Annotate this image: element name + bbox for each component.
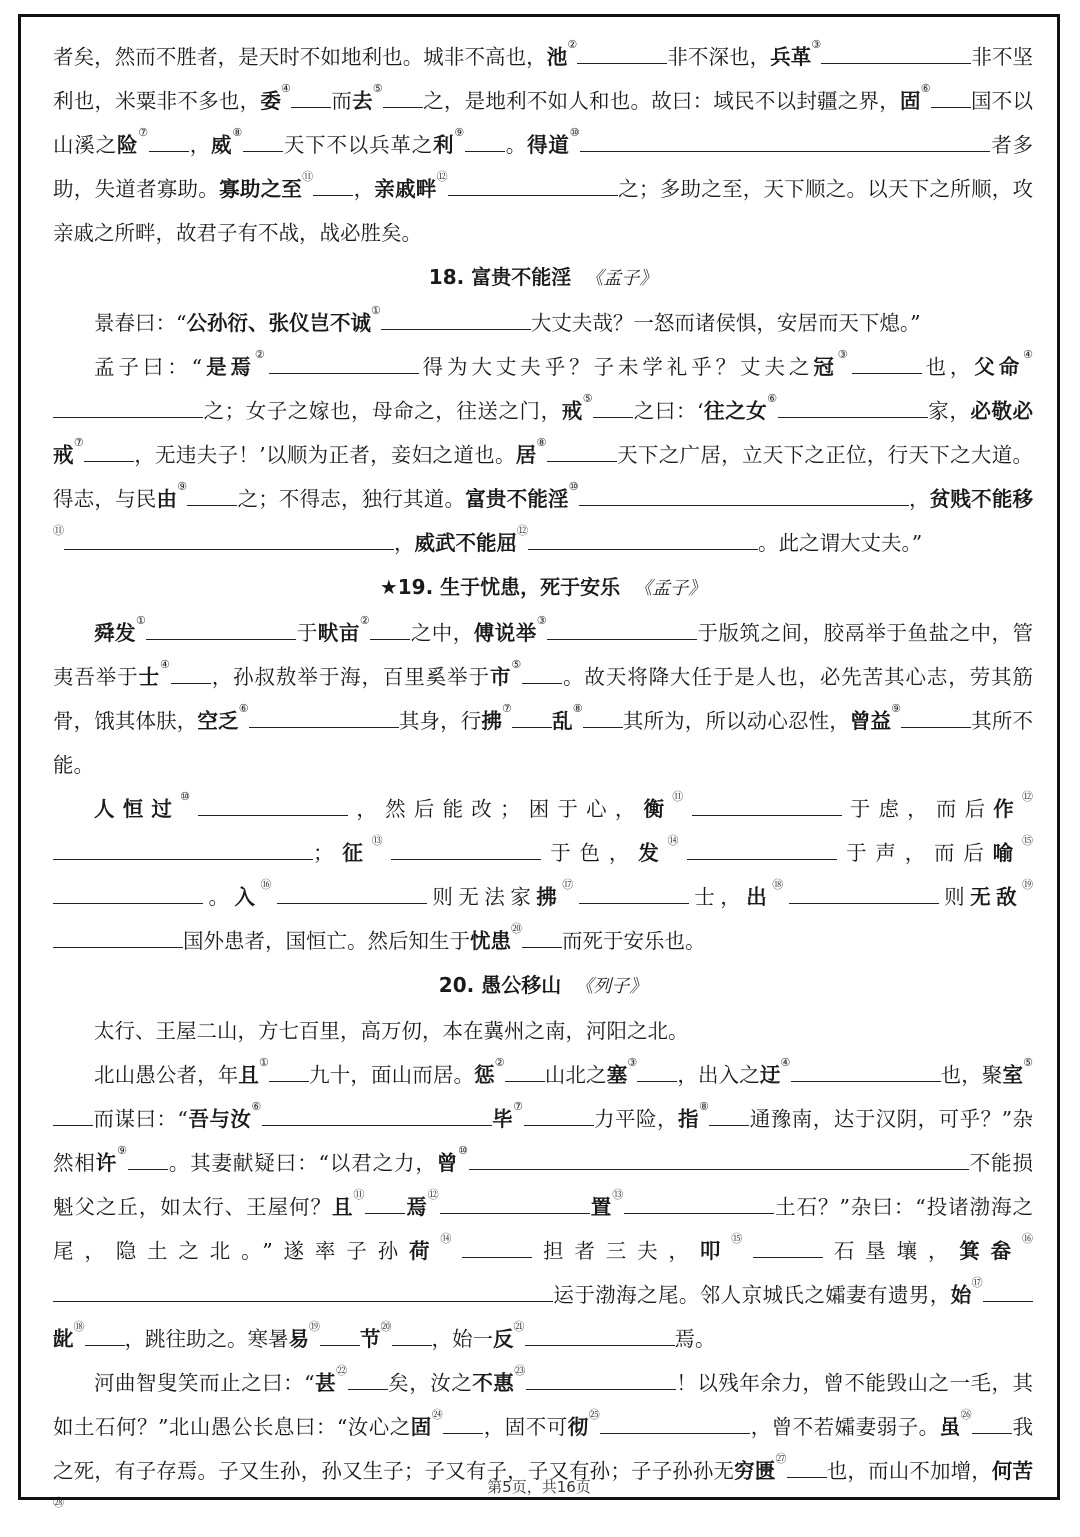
fill-blank[interactable] [901,705,971,728]
fill-blank[interactable] [637,1059,677,1082]
fill-blank[interactable] [580,129,990,152]
fill-blank[interactable] [524,1103,594,1126]
fill-blank[interactable] [171,661,211,684]
fill-blank[interactable] [383,85,423,108]
fill-blank[interactable] [465,129,505,152]
fill-blank[interactable] [392,1323,432,1346]
sec20-paragraph-3: 河曲智叟笑而止之曰：“甚$^㉒$矣，汝之不惠$^㉓$！以残年余力，曾不能毁山之一毛，其如土石何？”北山愚公长息曰：“汝心之固$^㉔$，固不可彻$^㉕$，曾不若孀妻弱子。虽$^㉖$我之死，有子存焉。子又生孙，孙又生子；子又有子，子又有孙；子子孙孙无穷匮$^㉗$也，而山不加增，何苦$^㉘$ [53,1364,1034,1509]
fill-blank[interactable] [789,881,939,904]
sec19-paragraph-1: 舜发①于畎亩②之中，傅说举③于版筑之间，胶鬲举于鱼盐之中，管夷吾举于士④，孙叔敖举于海，百里奚举于市⑤。故天将降大任于是人也，必先苦其心志，劳其筋骨，饿其体肤，空乏⑥其身，行拂⑦乱⑧其所为，所以动心忍性，曾益⑨其所不能。 [53,614,1034,777]
fill-blank[interactable] [624,1191,774,1214]
fill-blank[interactable] [778,395,928,418]
fill-blank[interactable] [277,881,427,904]
fill-blank[interactable] [525,1323,675,1346]
fill-blank[interactable] [547,617,697,640]
fill-blank[interactable] [348,1367,388,1390]
fill-blank[interactable] [579,881,689,904]
fill-blank[interactable] [983,1279,1033,1302]
fill-blank[interactable] [787,1455,827,1478]
worksheet-content [53,35,1033,1537]
fill-blank[interactable] [753,1235,823,1258]
fill-blank[interactable] [313,173,353,196]
fill-blank[interactable] [512,705,552,728]
fill-blank[interactable] [528,527,758,550]
sec18-paragraph-2: 孟子曰：“是焉②得为大丈夫乎？子未学礼乎？丈夫之冠③也，父命④之；女子之嫁也，母命之，往送之门，戒⑤之曰：‘往之女⑥家，必敬必戒⑦，无违夫子！’以顺为正者，妾妇之道也。居⑧天下之广居，立天下之正位，行天下之大道。得志，与民由⑨之；不得志，独行其道。富贵不能淫⑩，贫贱不能移⑪，威武不能屈⑫。此之谓大丈夫。” [53,348,1034,555]
fill-blank[interactable] [791,1059,941,1082]
fill-blank[interactable] [249,705,399,728]
fill-blank[interactable] [547,439,617,462]
section-title-20: 20. 愚公移山 《列子》 [438,973,648,997]
fill-blank[interactable] [692,793,842,816]
fill-blank[interactable] [931,85,971,108]
fill-blank[interactable] [53,837,313,860]
fill-blank[interactable] [600,1411,750,1434]
fill-blank[interactable] [852,351,922,374]
fill-blank[interactable] [583,705,623,728]
fill-blank[interactable] [53,1103,93,1126]
fill-blank[interactable] [365,1191,405,1214]
fill-blank[interactable] [577,41,667,64]
fill-blank[interactable] [443,1411,483,1434]
fill-blank[interactable] [440,1191,590,1214]
fill-blank[interactable] [579,483,909,506]
fill-blank[interactable] [526,1367,676,1390]
fill-blank[interactable] [448,173,618,196]
fill-blank[interactable] [320,1323,360,1346]
fill-blank[interactable] [53,395,203,418]
sec20-paragraph-2: 北山愚公者，年且①九十，面山而居。惩②山北之塞③，出入之迂④也，聚室⑤而谋曰：“吾与汝⑥毕⑦力平险，指⑧通豫南，达于汉阴，可乎？”杂然相许⑨。其妻献疑曰：“以君之力，曾⑩不能损魁父之丘，如太行、王屋何？且⑪焉⑫置⑬土石？”杂曰：“投诸渤海之尾，隐土之北。”遂率子孙荷⑭担者三夫，叩⑮石垦壤，箕畚⑯运于渤海之尾。邻人京城氏之孀妻有遗男，始⑰龀⑱，跳往助之。寒暑易⑲节⑳，始一反$^㉑$焉。 [53,1056,1034,1351]
sec18-paragraph-1: 景春曰：“公孙衍、张仪岂不诚①大丈夫哉？一怒而诸侯惧，安居而天下熄。” [94,304,921,335]
fill-blank[interactable] [462,1235,532,1258]
fill-blank[interactable] [64,527,394,550]
fill-blank[interactable] [149,129,189,152]
fill-blank[interactable] [391,837,541,860]
fill-blank[interactable] [469,1147,969,1170]
fill-blank[interactable] [269,351,419,374]
fill-blank[interactable] [198,793,348,816]
fill-blank[interactable] [262,1103,492,1126]
fill-blank[interactable] [53,1279,553,1302]
sec20-paragraph-1: 太行、王屋二山，方七百里，高万仞，本在冀州之南，河阳之北。 [94,1019,689,1043]
fill-blank[interactable] [291,85,331,108]
fill-blank[interactable] [687,837,837,860]
fill-blank[interactable] [53,881,203,904]
fill-blank[interactable] [821,41,971,64]
fill-blank[interactable] [505,1059,545,1082]
fill-blank[interactable] [370,617,410,640]
fill-blank[interactable] [243,129,283,152]
fill-blank[interactable] [522,925,562,948]
fill-blank[interactable] [972,1411,1012,1434]
fill-blank[interactable] [709,1103,749,1126]
page-footer: 第5页，共16页 [487,1478,591,1496]
fill-blank[interactable] [85,1323,125,1346]
fill-blank[interactable] [522,661,562,684]
fill-blank[interactable] [128,1147,168,1170]
fill-blank[interactable] [187,483,237,506]
fill-blank[interactable] [269,1059,309,1082]
worksheet-page [18,14,1060,1509]
sec19-paragraph-2: 人恒过⑩，然后能改；困于心，衡⑪于虑，而后作⑫；征⑬于色，发⑭于声，而后喻⑮。入⑯则无法家拂⑰士，出⑱则无敌⑲国外患者，国恒亡。然后知生于忧患⑳而死于安乐也。 [53,787,1033,963]
fill-blank[interactable] [53,925,183,948]
section-title-18: 18. 富贵不能淫 《孟子》 [428,265,658,289]
fill-blank[interactable] [84,439,134,462]
section-title-19: ★19. 生于忧患，死于安乐 《孟子》 [379,575,707,599]
sec17-paragraph: 者矣，然而不胜者，是天时不如地利也。城非不高也，池②非不深也，兵革③非不坚利也，米粟非不多也，委④而去⑤之，是地利不如人和也。故曰：域民不以封疆之界，固⑥国不以山溪之险⑦，威⑧天下不以兵革之利⑨。得道⑩者多助，失道者寡助。寡助之至⑪，亲戚畔⑫之；多助之至，天下顺之。以天下之所顺，攻亲戚之所畔，故君子有不战，战必胜矣。 [53,38,1034,245]
fill-blank[interactable] [593,395,633,418]
fill-blank[interactable] [381,307,531,330]
fill-blank[interactable] [146,617,296,640]
